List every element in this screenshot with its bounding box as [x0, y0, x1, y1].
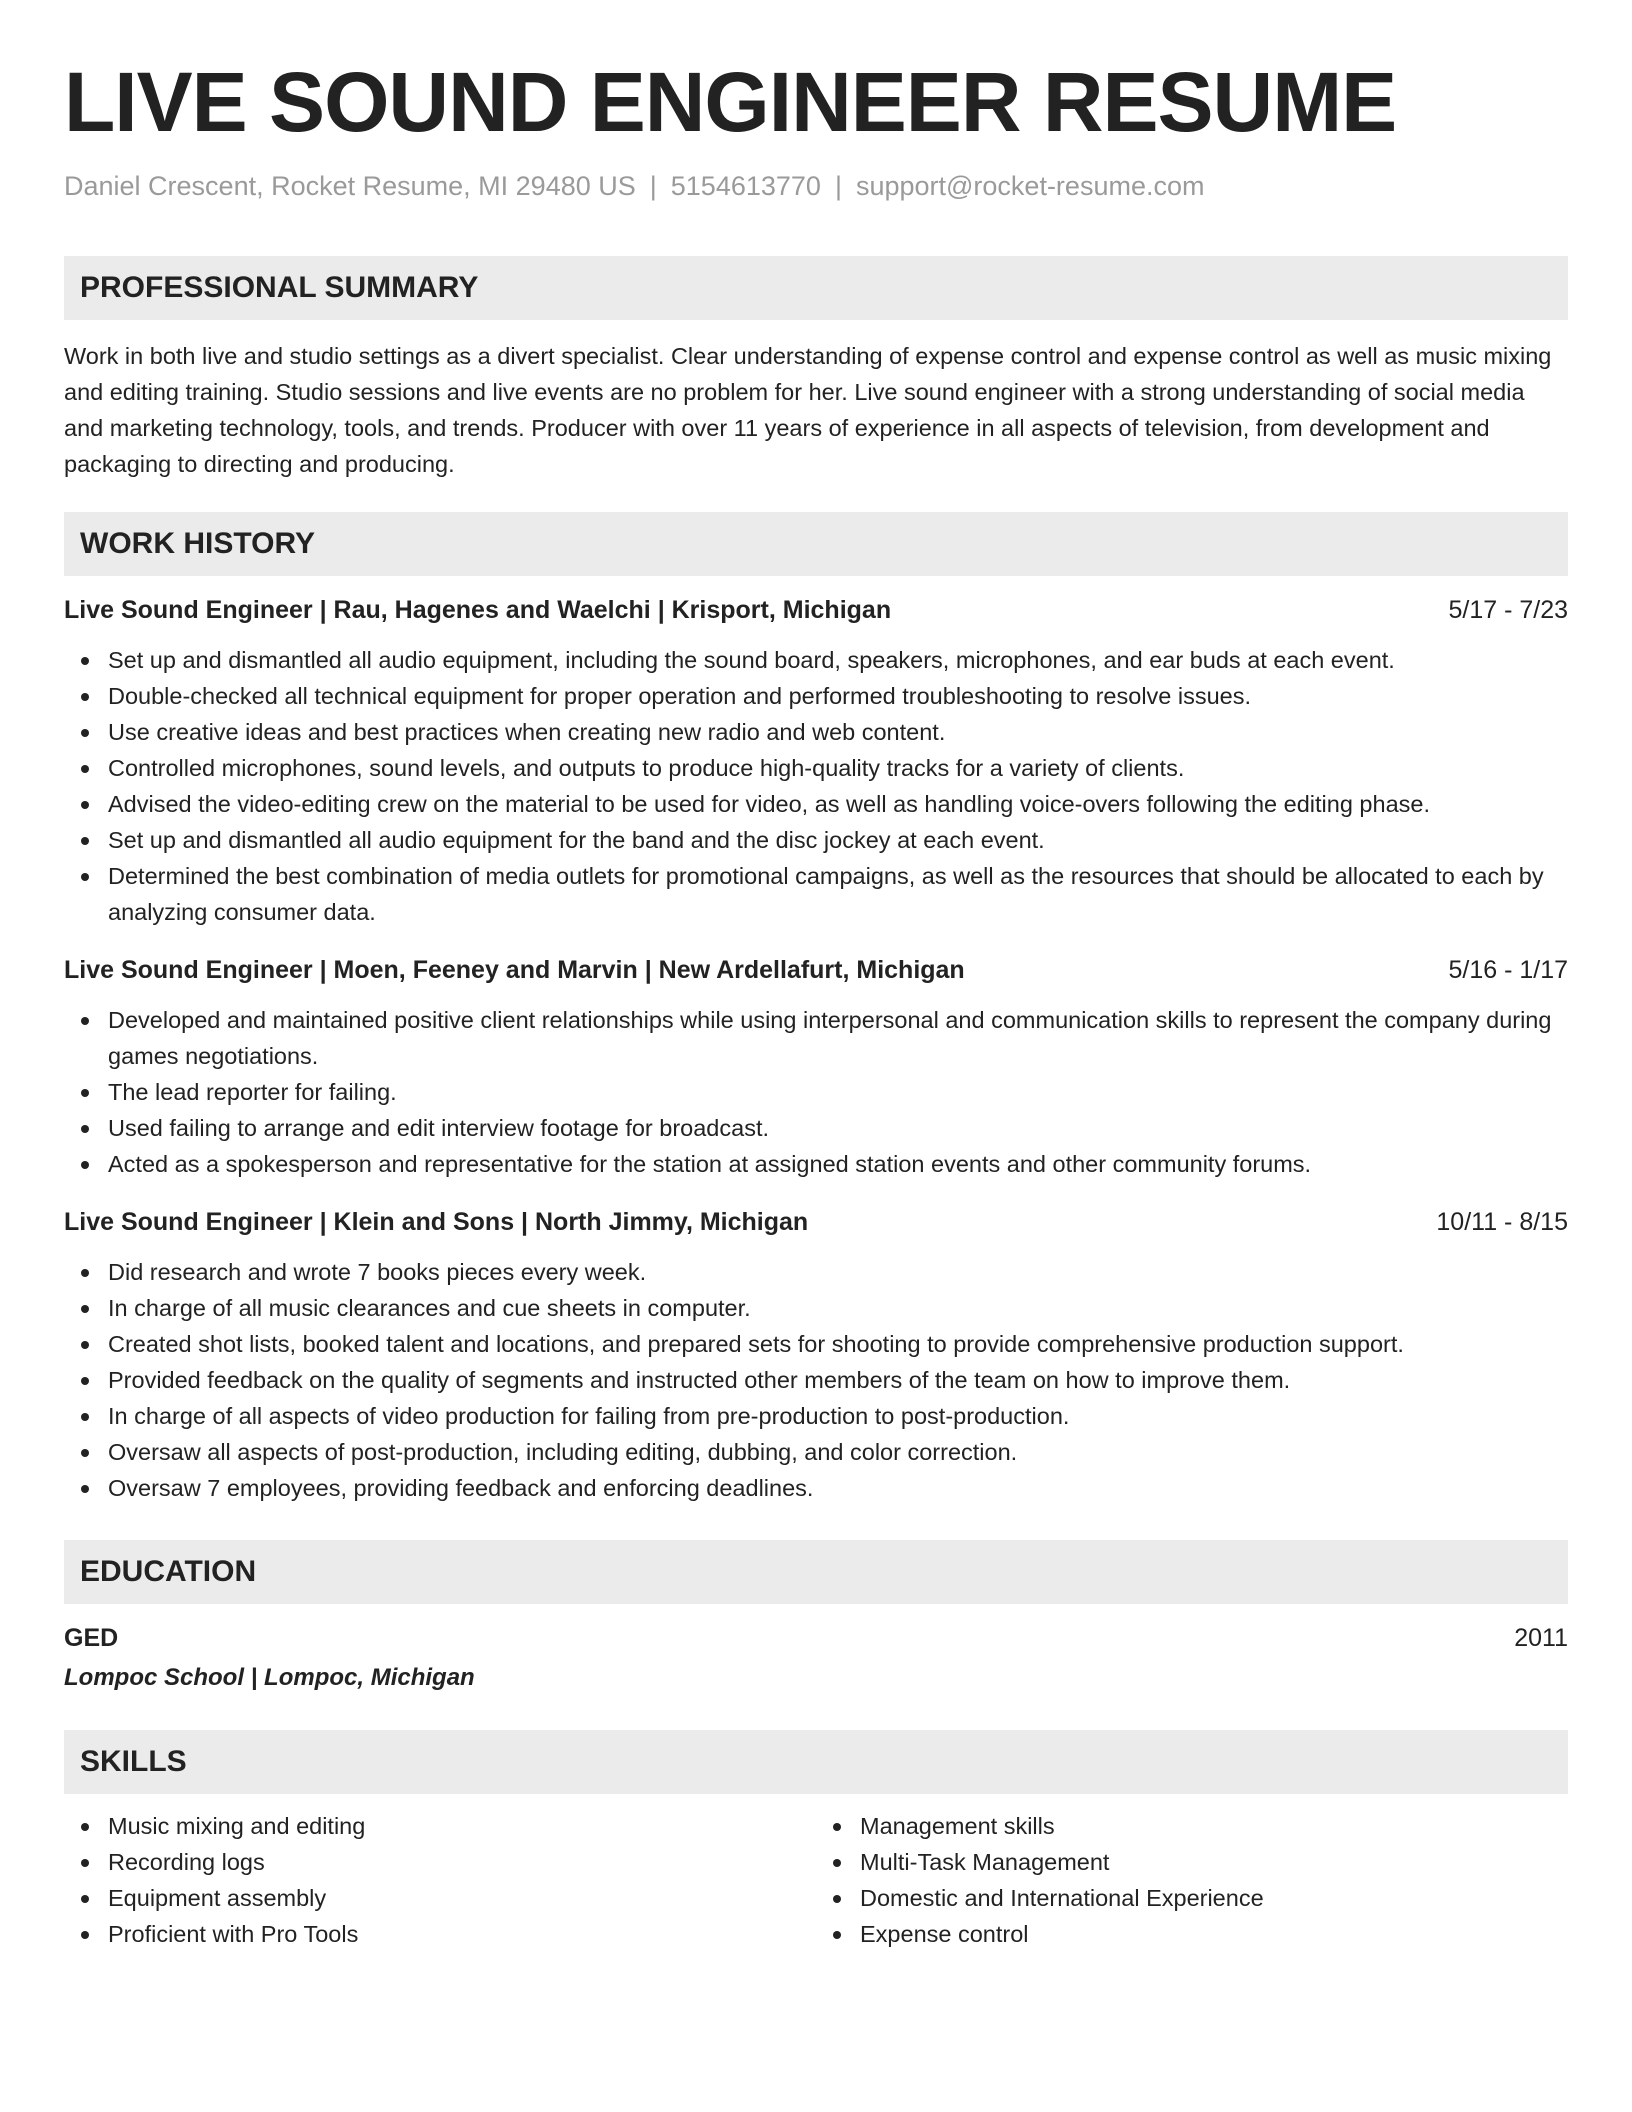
job-bullet: The lead reporter for failing. [64, 1074, 1568, 1110]
skill-item: Multi-Task Management [816, 1844, 1568, 1880]
job-bullets [64, 642, 1568, 930]
resume-title: LIVE SOUND ENGINEER RESUME [64, 55, 1397, 149]
job-entry [64, 592, 1568, 930]
work-history-heading: WORK HISTORY [64, 512, 1568, 576]
education-heading: EDUCATION [64, 1540, 1568, 1604]
job-bullet: In charge of all aspects of video production for failing from pre-production to post-production. [64, 1398, 1568, 1434]
skills-list [64, 1808, 816, 1952]
job-bullet: Double-checked all technical equipment for proper operation and performed troubleshooting to resolve issues. [64, 678, 1568, 714]
skill-item: Proficient with Pro Tools [64, 1916, 816, 1952]
job-bullets [64, 1254, 1568, 1506]
skill-item: Recording logs [64, 1844, 816, 1880]
job-bullet: Used failing to arrange and edit interview footage for broadcast. [64, 1110, 1568, 1146]
job-bullet: Set up and dismantled all audio equipment for the band and the disc jockey at each event. [64, 822, 1568, 858]
skill-item: Domestic and International Experience [816, 1880, 1568, 1916]
contact-separator: | [649, 171, 657, 201]
job-dates: 5/16 - 1/17 [1448, 956, 1568, 984]
job-title: Live Sound Engineer | Klein and Sons | North Jimmy, Michigan [64, 1208, 809, 1236]
job-bullet: Use creative ideas and best practices when creating new radio and web content. [64, 714, 1568, 750]
job-header [64, 592, 1568, 628]
job-bullet: Provided feedback on the quality of segments and instructed other members of the team on how to improve them. [64, 1362, 1568, 1398]
job-title: Live Sound Engineer | Moen, Feeney and Marvin | New Ardellafurt, Michigan [64, 956, 965, 984]
job-entry [64, 952, 1568, 1182]
job-header [64, 1204, 1568, 1240]
contact-address: Daniel Crescent, Rocket Resume, MI 29480 US [64, 171, 636, 201]
job-bullet: Did research and wrote 7 books pieces every week. [64, 1254, 1568, 1290]
summary-text: Work in both live and studio settings as a divert specialist. Clear understanding of expense control and expense control as well as music mixing and editing training. Studio sessions and live events are no problem for her. Live sound engineer with a strong understanding of social media and marketing technology, tools, and trends. Producer with over 11 years of experience in all aspects of television, from development and packaging to directing and producing. [64, 343, 1552, 477]
job-bullet: Set up and dismantled all audio equipment, including the sound board, speakers, microphones, and ear buds at each event. [64, 642, 1568, 678]
job-entry [64, 1204, 1568, 1506]
skill-item: Management skills [816, 1808, 1568, 1844]
job-bullet: Determined the best combination of media outlets for promotional campaigns, as well as the resources that should be allocated to each by analyzing consumer data. [64, 858, 1568, 930]
education-school: Lompoc School | Lompoc, Michigan [64, 1664, 475, 1691]
resume-content [64, 52, 1568, 1952]
skill-item: Music mixing and editing [64, 1808, 816, 1844]
job-header [64, 952, 1568, 988]
job-title: Live Sound Engineer | Rau, Hagenes and Waelchi | Krisport, Michigan [64, 596, 892, 624]
job-bullet: Created shot lists, booked talent and locations, and prepared sets for shooting to provide comprehensive production support. [64, 1326, 1568, 1362]
contact-line [64, 168, 1568, 204]
job-bullet: Advised the video-editing crew on the material to be used for video, as well as handling voice-overs following the editing phase. [64, 786, 1568, 822]
job-bullet: Oversaw all aspects of post-production, including editing, dubbing, and color correction. [64, 1434, 1568, 1470]
job-dates: 10/11 - 8/15 [1436, 1208, 1568, 1236]
job-bullet: In charge of all music clearances and cue sheets in computer. [64, 1290, 1568, 1326]
education-year: 2011 [1514, 1624, 1568, 1652]
summary-heading: PROFESSIONAL SUMMARY [64, 256, 1568, 320]
skills-heading: SKILLS [64, 1730, 1568, 1794]
skills-column-left [64, 1808, 816, 1952]
contact-phone: 5154613770 [670, 171, 821, 201]
skills-grid [64, 1808, 1568, 1952]
skill-item: Expense control [816, 1916, 1568, 1952]
skills-column-right [816, 1808, 1568, 1952]
contact-separator: | [834, 171, 842, 201]
job-bullet: Controlled microphones, sound levels, and outputs to produce high-quality tracks for a variety of clients. [64, 750, 1568, 786]
job-bullet: Acted as a spokesperson and representative for the station at assigned station events and other community forums. [64, 1146, 1568, 1182]
skill-item: Equipment assembly [64, 1880, 816, 1916]
education-entry [64, 1620, 1568, 1656]
skills-list [816, 1808, 1568, 1952]
job-dates: 5/17 - 7/23 [1448, 596, 1568, 624]
job-bullet: Developed and maintained positive client relationships while using interpersonal and communication skills to represent the company during games negotiations. [64, 1002, 1568, 1074]
education-degree: GED [64, 1624, 119, 1652]
job-bullets [64, 1002, 1568, 1182]
job-bullet: Oversaw 7 employees, providing feedback and enforcing deadlines. [64, 1470, 1568, 1506]
contact-email: support@rocket-resume.com [855, 171, 1205, 201]
